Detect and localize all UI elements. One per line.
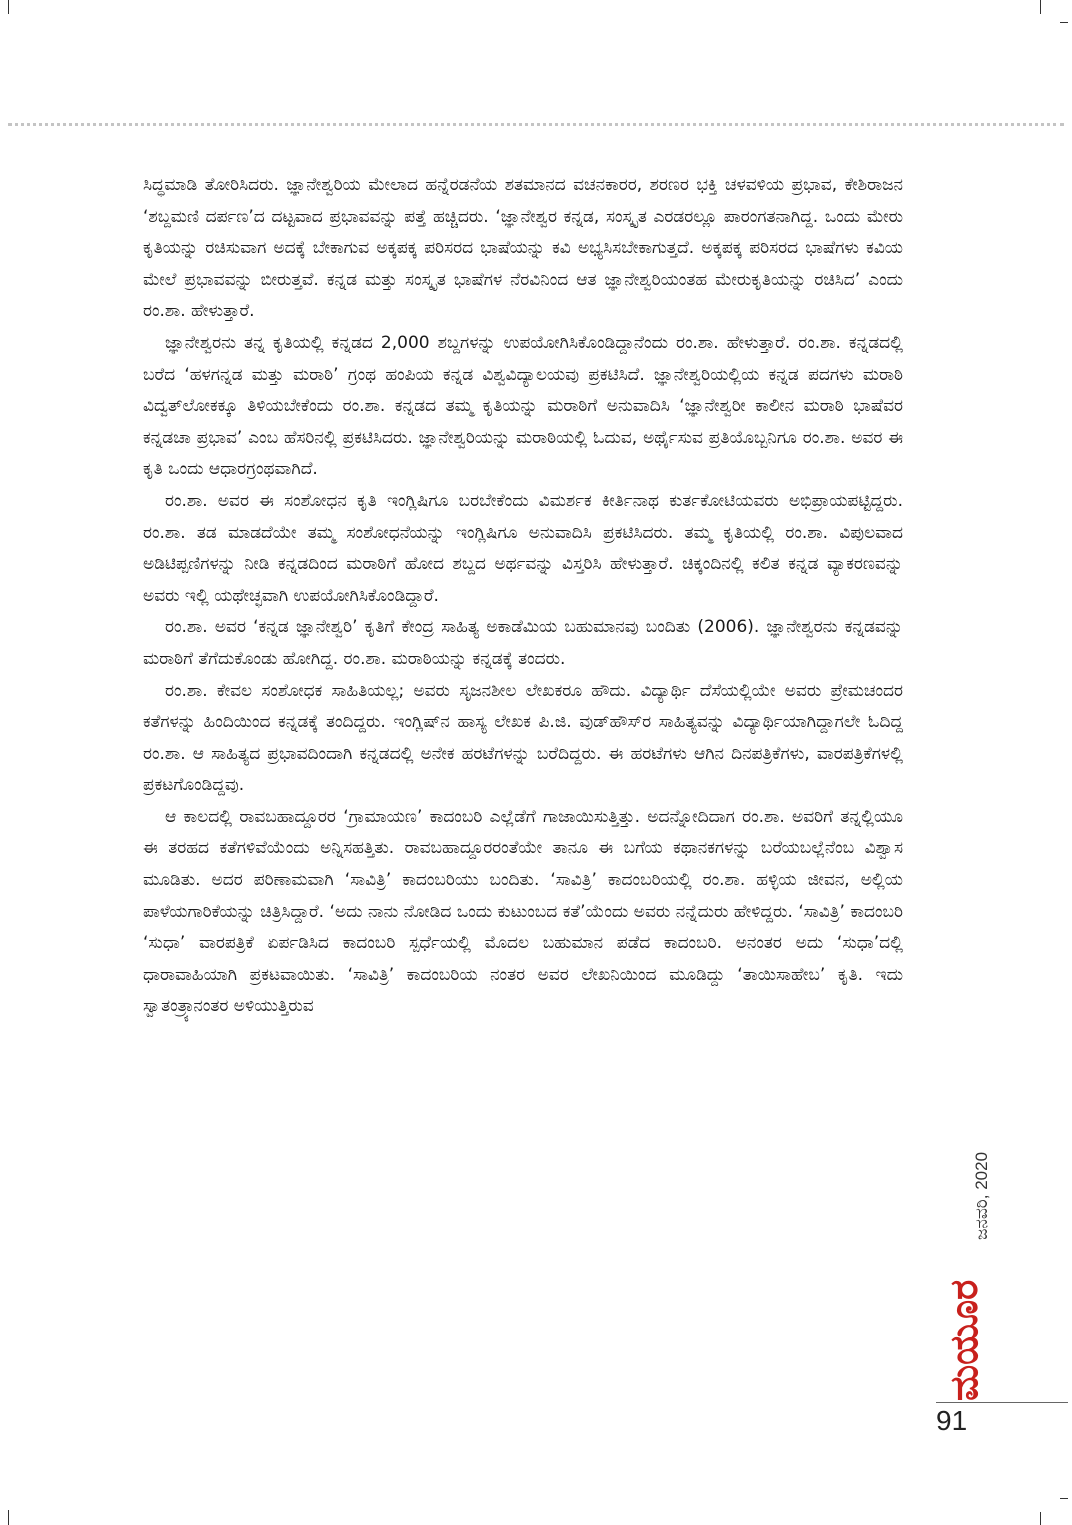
paragraph: ಆ ಕಾಲದಲ್ಲಿ ರಾವಬಹಾದ್ದೂರರ ‘ಗ್ರಾಮಾಯಣ’ ಕಾದಂಬರಿ ಎಲ್ಲೆಡೆಗೆ ಗಾಜಾಯಿಸುತ್ತಿತ್ತು. ಅದನ್ನೋದಿದಾಗ ರಂ.ಶಾ. ಅವರಿಗೆ ತನ್ನಲ್ಲಿಯೂ ಈ ತರಹದ ಕತೆಗಳಿವೆಯೆಂದು ಅನ್ನಿಸಹತ್ತಿತು. ರಾವಬಹಾದ್ದೂರರಂತೆಯೇ ತಾನೂ ಈ ಬಗೆಯ ಕಥಾನಕಗಳನ್ನು ಬರೆಯಬಲ್ಲೆನೆಂಬ ವಿಶ್ವಾಸ ಮೂಡಿತು. ಅದರ ಪರಿಣಾಮವಾಗಿ ‘ಸಾವಿತ್ರಿ’ ಕಾದಂಬರಿಯು ಬಂದಿತು. ‘ಸಾವಿತ್ರಿ’ ಕಾದಂಬರಿಯಲ್ಲಿ ರಂ.ಶಾ. ಹಳ್ಳಿಯ ಜೀವನ, ಅಲ್ಲಿಯ ಪಾಳೆಯಗಾರಿಕೆಯನ್ನು ಚಿತ್ರಿಸಿದ್ದಾರೆ. ‘ಅದು ನಾನು ನೋಡಿದ ಒಂದು ಕುಟುಂಬದ ಕತೆ’ಯೆಂದು ಅವರು ನನ್ನೆದುರು ಹೇಳಿದ್ದರು. ‘ಸಾವಿತ್ರಿ’ ಕಾದಂಬರಿ ‘ಸುಧಾ’ ವಾರಪತ್ರಿಕೆ ಏರ್ಪಡಿಸಿದ ಕಾದಂಬರಿ ಸ್ಪರ್ಧೆಯಲ್ಲಿ ಮೊದಲ ಬಹುಮಾನ ಪಡೆದ ಕಾದಂಬರಿ. ಅನಂತರ ಅದು ‘ಸುಧಾ’ದಲ್ಲಿ ಧಾರಾವಾಹಿಯಾಗಿ ಪ್ರಕಟವಾಯಿತು. ‘ಸಾವಿತ್ರಿ’ ಕಾದಂಬರಿಯ ನಂತರ ಅವರ ಲೇಖನಿಯಿಂದ ಮೂಡಿದ್ದು ‘ತಾಯಿಸಾಹೇಬ’ ಕೃತಿ. ಇದು ಸ್ವಾತಂತ್ರ್ಯಾನಂತರ ಅಳಿಯುತ್ತಿರುವ <box>143 806 903 1017</box>
page-sidebar <box>912 1100 992 1420</box>
paragraph: ಸಿದ್ಧಮಾಡಿ ತೋರಿಸಿದರು. ಜ್ಞಾನೇಶ್ವರಿಯ ಮೇಲಾದ ಹನ್ನೆರಡನೆಯ ಶತಮಾನದ ವಚನಕಾರರ, ಶರಣರ ಭಕ್ತಿ ಚಳವಳಿಯ ಪ್ರಭಾವ, ಕೇಶಿರಾಜನ ‘ಶಬ್ದಮಣಿ ದರ್ಪಣ’ದ ದಟ್ಟವಾದ ಪ್ರಭಾವವನ್ನು ಪತ್ತೆ ಹಚ್ಚಿದರು. ‘ಜ್ಞಾನೇಶ್ವರ ಕನ್ನಡ, ಸಂಸ್ಕೃತ ಎರಡರಲ್ಲೂ ಪಾರಂಗತನಾಗಿದ್ದ. ಒಂದು ಮೇರು ಕೃತಿಯನ್ನು ರಚಿಸುವಾಗ ಅದಕ್ಕೆ ಬೇಕಾಗುವ ಅಕ್ಕಪಕ್ಕ ಪರಿಸರದ ಭಾಷೆಯನ್ನು ಕವಿ ಅಭ್ಯಸಿಸಬೇಕಾಗುತ್ತದೆ. ಅಕ್ಕಪಕ್ಕ ಪರಿಸರದ ಭಾಷೆಗಳು ಕವಿಯ ಮೇಲೆ ಪ್ರಭಾವವನ್ನು ಬೀರುತ್ತವೆ. ಕನ್ನಡ ಮತ್ತು ಸಂಸ್ಕೃತ ಭಾಷೆಗಳ ನೆರವಿನಿಂದ ಆತ ಜ್ಞಾನೇಶ್ವರಿಯಂತಹ ಮೇರುಕೃತಿಯನ್ನು ರಚಿಸಿದ’ ಎಂದು ರಂ.ಶಾ. ಹೇಳುತ್ತಾರೆ. <box>143 175 903 322</box>
header-dotted-rule <box>8 123 1064 126</box>
paragraph: ರಂ.ಶಾ. ಕೇವಲ ಸಂಶೋಧಕ ಸಾಹಿತಿಯಲ್ಲ; ಅವರು ಸೃಜನಶೀಲ ಲೇಖಕರೂ ಹೌದು. ವಿದ್ಯಾರ್ಥಿ ದೆಸೆಯಲ್ಲಿಯೇ ಅವರು ಪ್ರೇಮಚಂದರ ಕತೆಗಳನ್ನು ಹಿಂದಿಯಿಂದ ಕನ್ನಡಕ್ಕೆ ತಂದಿದ್ದರು. ಇಂಗ್ಲಿಷ್‌ನ ಹಾಸ್ಯ ಲೇಖಕ ಪಿ.ಜಿ. ವುಡ್‌ಹೌಸ್‌ರ ಸಾಹಿತ್ಯವನ್ನು ವಿದ್ಯಾರ್ಥಿಯಾಗಿದ್ದಾಗಲೇ ಓದಿದ್ದ ರಂ.ಶಾ. ಆ ಸಾಹಿತ್ಯದ ಪ್ರಭಾವದಿಂದಾಗಿ ಕನ್ನಡದಲ್ಲಿ ಅನೇಕ ಹರಟೆಗಳನ್ನು ಬರೆದಿದ್ದರು. ಈ ಹರಟೆಗಳು ಆಗಿನ ದಿನಪತ್ರಿಕೆಗಳು, ವಾರಪತ್ರಿಕೆಗಳಲ್ಲಿ ಪ್ರಕಟಗೊಂಡಿದ್ದವು. <box>143 680 903 796</box>
page-number-rule <box>936 1402 1068 1403</box>
magazine-logo: ಮಯೂರ <box>942 1279 986 1401</box>
crop-mark <box>8 1510 9 1525</box>
crop-mark <box>1060 1498 1068 1499</box>
page-number: 91 <box>936 1405 968 1436</box>
crop-mark <box>1040 0 1041 14</box>
paragraph: ರಂ.ಶಾ. ಅವರ ಈ ಸಂಶೋಧನ ಕೃತಿ ಇಂಗ್ಲಿಷಿಗೂ ಬರಬೇಕೆಂದು ವಿಮರ್ಶಕ ಕೀರ್ತಿನಾಥ ಕುರ್ತಕೋಟಿಯವರು ಅಭಿಪ್ರಾಯಪಟ್ಟಿದ್ದರು. ರಂ.ಶಾ. ತಡ ಮಾಡದೆಯೇ ತಮ್ಮ ಸಂಶೋಧನೆಯನ್ನು ಇಂಗ್ಲಿಷಿಗೂ ಅನುವಾದಿಸಿ ಪ್ರಕಟಿಸಿದರು. ತಮ್ಮ ಕೃತಿಯಲ್ಲಿ ರಂ.ಶಾ. ವಿಪುಲವಾದ ಅಡಿಟಿಪ್ಪಣಿಗಳನ್ನು ನೀಡಿ ಕನ್ನಡದಿಂದ ಮರಾಠಿಗೆ ಹೋದ ಶಬ್ದದ ಅರ್ಥವನ್ನು ವಿಸ್ತರಿಸಿ ಹೇಳುತ್ತಾರೆ. ಚಿಕ್ಕಂದಿನಲ್ಲಿ ಕಲಿತ ಕನ್ನಡ ವ್ಯಾಕರಣವನ್ನು ಅವರು ಇಲ್ಲಿ ಯಥೇಚ್ಛವಾಗಿ ಉಪಯೋಗಿಸಿಕೊಂಡಿದ್ದಾರೆ. <box>143 490 903 606</box>
crop-mark <box>1060 22 1068 23</box>
paragraph: ರಂ.ಶಾ. ಅವರ ‘ಕನ್ನಡ ಜ್ಞಾನೇಶ್ವರಿ’ ಕೃತಿಗೆ ಕೇಂದ್ರ ಸಾಹಿತ್ಯ ಅಕಾಡೆಮಿಯ ಬಹುಮಾನವು ಬಂದಿತು (2006). ಜ್ಞಾನೇಶ್ವರನು ಕನ್ನಡವನ್ನು ಮರಾಠಿಗೆ ತೆಗೆದುಕೊಂಡು ಹೋಗಿದ್ದ. ರಂ.ಶಾ. ಮರಾಠಿಯನ್ನು ಕನ್ನಡಕ್ಕೆ ತಂದರು. <box>143 617 903 669</box>
crop-mark <box>8 0 9 14</box>
article-body <box>143 170 903 1023</box>
crop-mark <box>1040 1512 1041 1525</box>
issue-date: ಜನವರಿ, 2020 <box>972 1151 991 1240</box>
paragraph: ಜ್ಞಾನೇಶ್ವರನು ತನ್ನ ಕೃತಿಯಲ್ಲಿ ಕನ್ನಡದ 2,000 ಶಬ್ದಗಳನ್ನು ಉಪಯೋಗಿಸಿಕೊಂಡಿದ್ದಾನೆಂದು ರಂ.ಶಾ. ಹೇಳುತ್ತಾರೆ. ರಂ.ಶಾ. ಕನ್ನಡದಲ್ಲಿ ಬರೆದ ‘ಹಳಗನ್ನಡ ಮತ್ತು ಮರಾಠಿ’ ಗ್ರಂಥ ಹಂಪಿಯ ಕನ್ನಡ ವಿಶ್ವವಿದ್ಯಾಲಯವು ಪ್ರಕಟಿಸಿದೆ. ಜ್ಞಾನೇಶ್ವರಿಯಲ್ಲಿಯ ಕನ್ನಡ ಪದಗಳು ಮರಾಠಿ ವಿದ್ವತ್‌ಲೋಕಕ್ಕೂ ತಿಳಿಯಬೇಕೆಂದು ರಂ.ಶಾ. ಕನ್ನಡದ ತಮ್ಮ ಕೃತಿಯನ್ನು ಮರಾಠಿಗೆ ಅನುವಾದಿಸಿ ‘ಜ್ಞಾನೇಶ್ವರೀ ಕಾಲೀನ ಮರಾಠಿ ಭಾಷೆವರ ಕನ್ನಡಚಾ ಪ್ರಭಾವ’ ಎಂಬ ಹೆಸರಿನಲ್ಲಿ ಪ್ರಕಟಿಸಿದರು. ಜ್ಞಾನೇಶ್ವರಿಯನ್ನು ಮರಾಠಿಯಲ್ಲಿ ಓದುವ, ಅರ್ಥೈಸುವ ಪ್ರತಿಯೊಬ್ಬನಿಗೂ ರಂ.ಶಾ. ಅವರ ಈ ಕೃತಿ ಒಂದು ಆಧಾರಗ್ರಂಥವಾಗಿದೆ. <box>143 332 903 480</box>
